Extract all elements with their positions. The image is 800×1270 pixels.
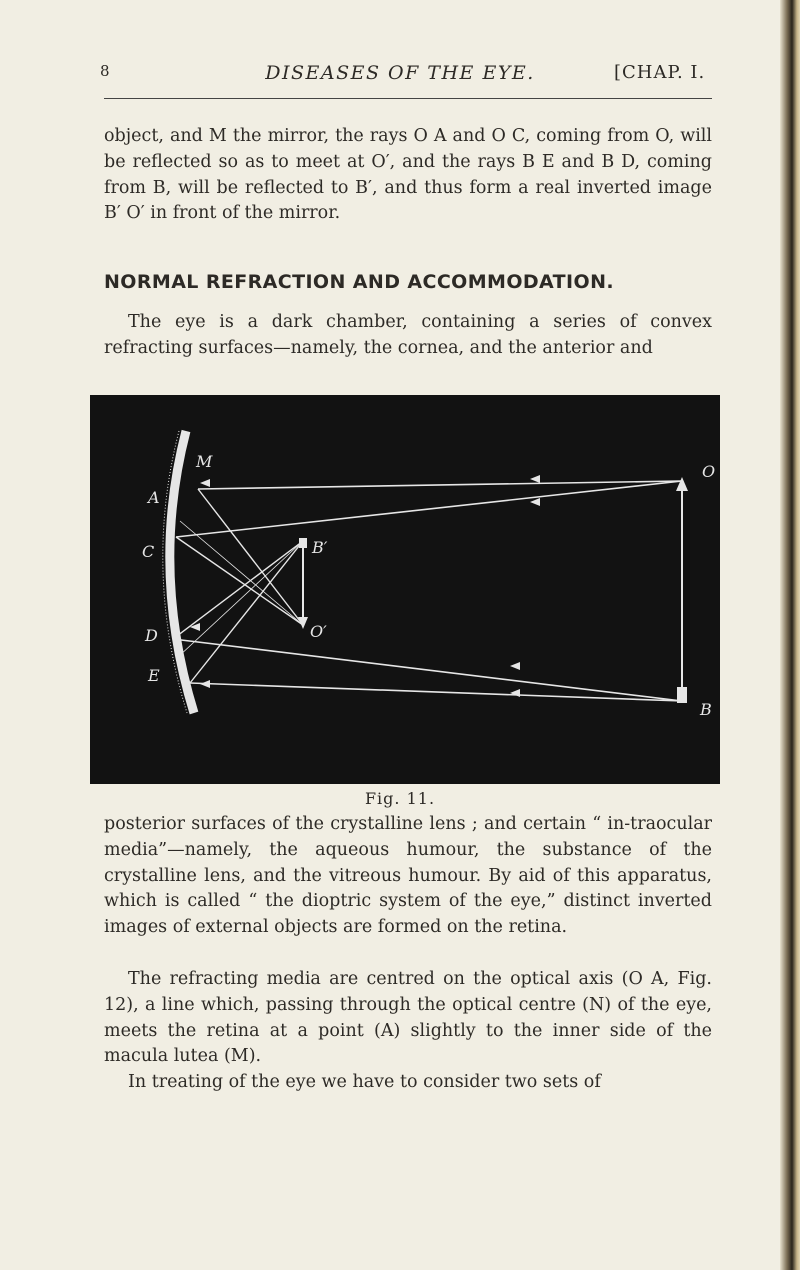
paragraph-refracting-media: The refracting media are centred on the optical axis (O A, Fig. 12), a line which, passing through the optical centre (N) of the eye, meets the retina at a point (A) slightly to the inner side of the macula lutea (M). bbox=[104, 969, 712, 1067]
label-c: C bbox=[142, 542, 155, 561]
page-number: 8 bbox=[100, 62, 110, 80]
label-o: O bbox=[702, 462, 716, 481]
label-b-prime: B′ bbox=[312, 538, 328, 557]
figure-11-diagram bbox=[90, 395, 720, 784]
label-a: A bbox=[148, 488, 160, 507]
label-o-prime: O′ bbox=[310, 622, 327, 641]
label-m: M bbox=[196, 452, 213, 471]
section-heading: NORMAL REFRACTION AND ACCOMMODATION. bbox=[104, 271, 614, 293]
image-arrow-base bbox=[299, 538, 307, 548]
figure-caption: Fig. 11. bbox=[364, 789, 436, 808]
running-title: DISEASES OF THE EYE. bbox=[265, 62, 535, 84]
chapter-marker: [CHAP. I. bbox=[614, 62, 706, 83]
header-rule bbox=[104, 98, 712, 99]
paragraph-treating-eye: In treating of the eye we have to consider two sets of bbox=[128, 1072, 601, 1092]
label-e: E bbox=[148, 666, 160, 685]
label-d: D bbox=[145, 626, 158, 645]
paragraph-mirror-reflection: object, and M the mirror, the rays O A and O C, coming from O, will be reflected so as to meet at O′, and the rays B E and B D, coming from B, will be reflected to B′, and thus form a real inverted image B′ O′ in front of the mirror. bbox=[104, 126, 712, 224]
book-spine-edge bbox=[780, 0, 800, 1270]
label-b: B bbox=[700, 700, 712, 719]
paragraph-crystalline-lens: posterior surfaces of the crystalline lens ; and certain “ in-traocular media”—namely, the aqueous humour, the substance of the crystalline lens, and the vitreous humour. By aid of this apparatus, which is called “ the dioptric system of the eye,” distinct inverted images of external objects are formed on the retina. bbox=[104, 814, 712, 938]
paragraph-dark-chamber: The eye is a dark chamber, containing a series of convex refracting surfaces—namely, the cornea, and the anterior and bbox=[104, 312, 712, 358]
